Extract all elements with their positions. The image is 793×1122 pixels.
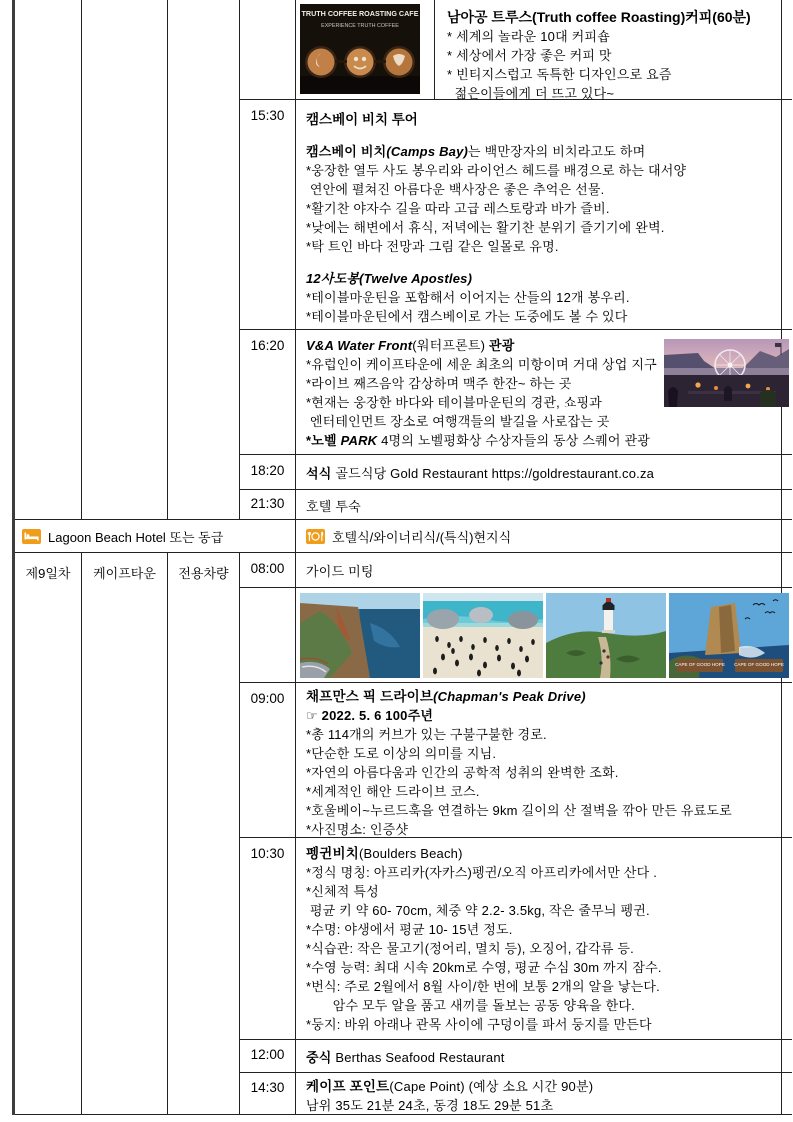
cape-point-lighthouse-photo xyxy=(546,593,666,678)
hotel-name: Lagoon Beach Hotel 또는 동급 xyxy=(48,529,224,545)
latte-cup-2 xyxy=(344,46,376,78)
chapmans-peak-road-photo xyxy=(300,593,420,678)
lunch-row xyxy=(296,1040,792,1073)
waterfront-row xyxy=(296,330,792,455)
time-cell-dinner: 18:20 xyxy=(240,455,296,490)
time-cell-hotelstay: 21:30 xyxy=(240,490,296,520)
campsbay-subtitle: 캠스베이 비치(Camps Bay)는 백만장자의 비치라고도 하며 xyxy=(306,144,646,159)
capepoint-coords: 남위 35도 21분 24초, 동경 18도 29분 51초 xyxy=(306,1098,554,1113)
svg-text:CAPE OF GOOD HOPE: CAPE OF GOOD HOPE xyxy=(734,662,784,667)
chapmans-title: 채프만스 픽 드라이브(Chapman's Peak Drive) xyxy=(306,689,586,704)
chapmans-anniversary: ☞ 2022. 5. 6 100주년 xyxy=(306,708,434,723)
coffee-row xyxy=(296,0,792,100)
lunch-line: 중식 Berthas Seafood Restaurant xyxy=(306,1050,505,1065)
hotel-cell xyxy=(15,520,296,553)
time-cell-lunch: 12:00 xyxy=(240,1040,296,1073)
time-cell-coffee xyxy=(240,0,296,100)
meal-plan-text: 호텔식/와이너리식/(특식)현지식 xyxy=(332,529,512,545)
va-waterfront-photo xyxy=(664,339,789,412)
campsbay-title: 캠스베이 비치 투어 xyxy=(306,112,418,127)
guide-text: 가이드 미팅 xyxy=(306,564,374,579)
latte-cup-1 xyxy=(305,46,337,78)
dinner-line: 석식 골드식당 Gold Restaurant https://goldrestaurant.co.za xyxy=(306,466,655,481)
penguin-title: 펭귄비치(Boulders Beach) xyxy=(306,846,463,861)
waterfront-bullets: *유럽인이 케이프타운에 세운 최초의 미항이며 거대 상업 지구 *라이브 째즈음악 감상하며 맥주 한잔~ 하는 곳 *현재는 웅장한 바다와 테이블마운틴의 경관, 쇼핑과 엔터테인먼트 장소로 여행객들의 발길을 사로잡는 곳 xyxy=(306,357,657,429)
time-cell-penguin: 10:30 xyxy=(240,838,296,1040)
meal-icon xyxy=(306,529,325,544)
dinner-row xyxy=(296,455,792,490)
nobel-park-line: *노벨 PARK 4명의 노벨평화상 수상자들의 동상 스퀘어 관광 xyxy=(306,433,650,448)
coffee-text-block xyxy=(435,0,792,99)
restaurant-link[interactable]: https://goldrestaurant.co.za xyxy=(491,466,655,481)
diner-silhouette xyxy=(668,387,678,407)
meal-cell xyxy=(296,520,792,553)
penguin-row xyxy=(296,838,792,1040)
cape-sign-text: CAPE OF GOOD HOPE xyxy=(675,662,725,667)
time-cell-chapmans: 09:00 xyxy=(240,683,296,838)
chapmans-bullets: *총 114개의 커브가 있는 구불구불한 경로. *단순한 도로 이상의 의미를 지님. *자연의 아름다움과 인간의 공학적 성취의 완벽한 조화. *세계적인 해안 드라이브 코스. *호울베이~누르드훅을 연결하는 9km 길이의 산 절벽을 깎아 만든 유료도로 *사진명소: 인증샷 xyxy=(306,727,732,837)
coffee-title: 남아공 트루스(Truth coffee Roasting)커피(60분) xyxy=(447,9,751,25)
transport-column-empty-cell xyxy=(168,0,240,520)
photo-strip-row xyxy=(296,588,792,683)
latte-cup-3 xyxy=(383,46,415,78)
day-column-empty-cell xyxy=(15,0,82,520)
cape-of-good-hope-photo xyxy=(669,593,789,678)
place-column-empty-cell xyxy=(82,0,168,520)
campsbay-bullets: *웅장한 열두 사도 봉우리와 라이언스 헤드를 배경으로 하는 대서양 연안에 펼쳐진 아름다운 백사장은 좋은 추억은 선물. *활기찬 야자수 길을 따라 고급 레스토랑과 바가 즐비. *낮에는 해변에서 휴식, 저녁에는 활기찬 분위기 즐기기에 완벽. *탁 트인 바다 전망과 그림 같은 일몰로 유명. xyxy=(306,163,687,254)
capepoint-row xyxy=(296,1073,792,1115)
twelve-apostles-subtitle: 12사도봉(Twelve Apostles) xyxy=(306,271,473,286)
chapmans-row xyxy=(296,683,792,838)
place-label-cell: 케이프타운 xyxy=(82,553,168,1115)
truth-coffee-photo xyxy=(296,0,435,99)
time-cell-capepoint: 14:30 xyxy=(240,1073,296,1115)
itinerary-table xyxy=(12,0,782,1115)
time-cell-waterfront: 16:20 xyxy=(240,330,296,455)
transport-label-cell: 전용차량 xyxy=(168,553,240,1115)
time-cell-guide: 08:00 xyxy=(240,553,296,588)
capepoint-title: 케이프 포인트(Cape Point) (예상 소요 시간 90분) xyxy=(306,1079,594,1094)
coffee-bullets: * 세계의 놀라운 10대 커피숍 * 세상에서 가장 좋은 커피 맛 * 빈티지스럽고 독특한 디자인으로 요즘 젊은이들에게 더 뜨고 있다~ xyxy=(447,29,672,101)
hotel-stay-row xyxy=(296,490,792,520)
time-cell-photos xyxy=(240,588,296,683)
campsbay-row xyxy=(296,100,792,330)
time-cell-campsbay: 15:30 xyxy=(240,100,296,330)
bed-icon xyxy=(22,529,41,544)
guide-row xyxy=(296,553,792,588)
coffee-photo-caption-2: EXPERIENCE TRUTH COFFEE xyxy=(321,23,399,29)
coffee-photo-caption-1: TRUTH COFFEE ROASTING CAFE xyxy=(301,9,419,18)
day-label-cell: 제9일차 xyxy=(15,553,82,1115)
penguin-bullets: *정식 명칭: 아프리카(자카스)펭귄/오직 아프리카에서만 산다 . *신체적 특성 평균 키 약 60- 70cm, 체중 약 2.2- 3.5kg, 작은 줄무늬 펭귄. *수명: 야생에서 평균 10- 15년 정도. *식습관: 작은 물고기(정어리, 멸치 등), 오징어, 갑각류 등. *수영 능력: 최대 시속 20km로 수영, 평균 수심 30m 까지 잠수. *번식: 주로 2월에서 8월 사이/한 번에 보통 2개의 알을 낳는다. 암수 모두 알을 품고 새끼를 돌보는 공동 양육을 한다. *둥지: 바위 아래나 관목 사이에 구덩이를 파서 둥지를 만든다 xyxy=(306,865,662,1032)
hotel-stay-text: 호텔 투숙 xyxy=(306,499,361,514)
boulders-beach-penguins-photo xyxy=(423,593,543,678)
waterfront-title: V&A Water Front(워터프론트) 관광 xyxy=(306,338,515,353)
twelve-apostles-bullets: *테이블마운틴을 포함해서 이어지는 산들의 12개 봉우리. *테이블마운틴에서 캠스베이로 가는 도중에도 볼 수 있다 xyxy=(306,290,630,324)
